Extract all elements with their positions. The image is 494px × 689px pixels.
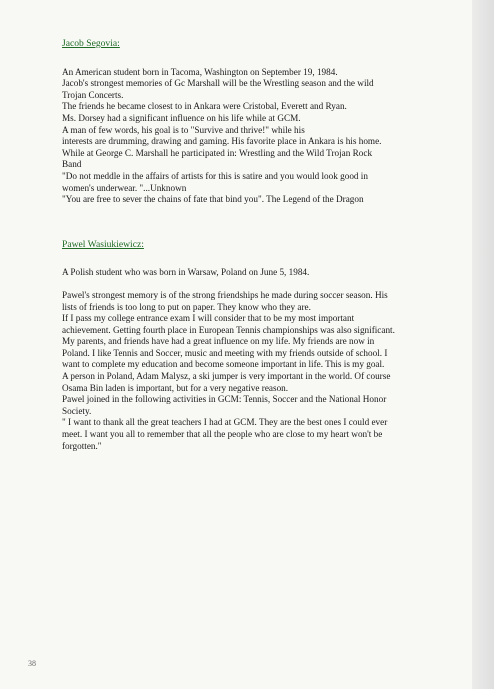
text-line: " I want to thank all the great teachers I had at GCM. They are the best ones I could ever (62, 417, 388, 428)
text-line: Ms. Dorsey had a significant influence on his life while at GCM. (62, 112, 301, 123)
student-name-heading: Pawel Wasiukiewicz: (62, 238, 144, 250)
paragraph-spacer (62, 279, 434, 290)
text-line: Osama Bin laden is important, but for a very negative reason. (62, 382, 289, 393)
text-line: My parents, and friends have had a great influence on my life. My friends are now in (62, 336, 375, 347)
text-line: Pawel joined in the following activities in GCM: Tennis, Soccer and the National Honor (62, 394, 387, 405)
text-line: achievement. Getting fourth place in European Tennis championships was also significant. (62, 324, 395, 335)
text-line: A Polish student who was born in Warsaw, Poland on June 5, 1984. (62, 267, 310, 278)
text-line: If I pass my college entrance exam I will consider that to be my most important (62, 313, 355, 324)
text-line: forgotten." (62, 440, 102, 451)
text-line: Trojan Concerts. (62, 89, 124, 100)
bio-paragraph (62, 67, 434, 206)
text-line: Pawel's strongest memory is of the strong friendships he made during soccer season. His (62, 289, 388, 300)
text-line: A person in Poland, Adam Malysz, a ski jumper is very important in the world. Of course (62, 371, 391, 382)
section-spacer (62, 206, 434, 239)
text-line: want to complete my education and become someone important in life. This is my goal. (62, 359, 385, 370)
text-line: meet. I want you all to remember that all the people who are close to my heart won't be (62, 429, 383, 440)
page-edge (472, 0, 494, 689)
bio-paragraph (62, 267, 434, 279)
text-line: A man of few words, his goal is to "Survive and thrive!" while his (62, 124, 305, 135)
text-line: While at George C. Marshall he participated in: Wrestling and the Wild Trojan Rock (62, 147, 373, 158)
text-line: Poland. I like Tennis and Soccer, music and meeting with my friends outside of school. I (62, 347, 388, 358)
page-number: 38 (28, 659, 36, 668)
page-content (62, 38, 434, 452)
text-line: The friends he became closest to in Ankara were Cristobal, Everett and Ryan. (62, 101, 347, 112)
text-line: Society. (62, 405, 92, 416)
text-line: An American student born in Tacoma, Washington on September 19, 1984. (62, 66, 338, 77)
text-line: women's underwear. "...Unknown (62, 182, 187, 193)
text-line: "You are free to sever the chains of fate that bind you". The Legend of the Dragon (62, 194, 364, 205)
text-line: Jacob's strongest memories of Gc Marshall will be the Wrestling season and the wild (62, 78, 374, 89)
student-name-heading: Jacob Segovia: (62, 38, 120, 49)
text-line: interests are drumming, drawing and gaming. His favorite place in Ankara is his home. (62, 136, 382, 147)
text-line: Band (62, 159, 82, 170)
bio-paragraph (62, 290, 434, 452)
text-line: lists of friends is too long to put on paper. They know who they are. (62, 301, 311, 312)
text-line: "Do not meddle in the affairs of artists for this is satire and you would look good in (62, 170, 368, 181)
